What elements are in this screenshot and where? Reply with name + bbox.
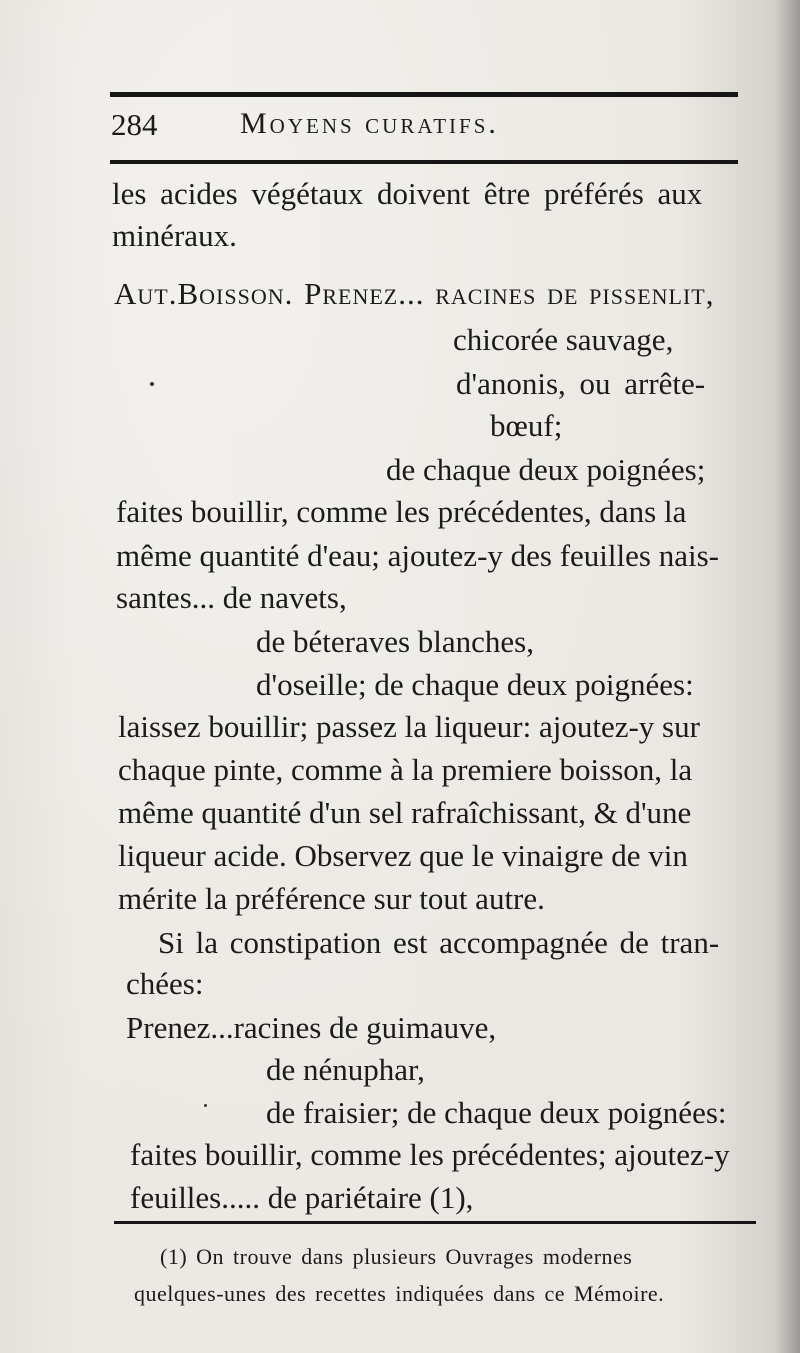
body-line: chicorée sauvage, bbox=[453, 322, 674, 357]
body-line: mérite la préférence sur tout autre. bbox=[118, 881, 545, 916]
body-line: Aut.Boisson. Prenez... racines de pissenlit, bbox=[114, 276, 715, 311]
running-title: Moyens curatifs. bbox=[240, 107, 499, 140]
footnote-rule bbox=[114, 1221, 756, 1224]
body-line: faites bouillir, comme les précédentes; ajoutez-y bbox=[130, 1137, 730, 1172]
body-line: Si la constipation est accompagnée de tran- bbox=[158, 925, 720, 960]
ink-spot bbox=[150, 382, 154, 386]
body-line: Prenez...racines de guimauve, bbox=[126, 1010, 497, 1045]
body-line: bœuf; bbox=[490, 408, 563, 443]
body-line: les acides végétaux doivent être préférés aux bbox=[112, 176, 703, 211]
ink-spot bbox=[204, 1104, 207, 1107]
body-line: de chaque deux poignées; bbox=[386, 452, 706, 487]
header-top-rule bbox=[110, 92, 738, 97]
body-line: santes... de navets, bbox=[116, 580, 347, 615]
body-line: d'oseille; de chaque deux poignées: bbox=[256, 667, 694, 702]
body-line: d'anonis, ou arrête- bbox=[456, 366, 706, 401]
body-line: minéraux. bbox=[112, 218, 237, 253]
body-line: chées: bbox=[126, 966, 204, 1001]
page-edge-shadow bbox=[776, 0, 800, 1353]
body-line: feuilles..... de pariétaire (1), bbox=[130, 1180, 474, 1215]
header-bottom-rule bbox=[110, 160, 738, 164]
page-number: 284 bbox=[111, 107, 158, 142]
body-line: chaque pinte, comme à la premiere boisson, la bbox=[118, 752, 693, 787]
body-line: même quantité d'eau; ajoutez-y des feuilles nais- bbox=[116, 538, 719, 573]
footnote-line: (1) On trouve dans plusieurs Ouvrages modernes bbox=[160, 1244, 633, 1269]
body-line: de fraisier; de chaque deux poignées: bbox=[266, 1095, 727, 1130]
body-line: liqueur acide. Observez que le vinaigre de vin bbox=[118, 838, 688, 873]
body-line: même quantité d'un sel rafraîchissant, & d'une bbox=[118, 795, 692, 830]
body-line: de béteraves blanches, bbox=[256, 624, 535, 659]
body-line: de nénuphar, bbox=[266, 1052, 425, 1087]
body-line: laissez bouillir; passez la liqueur: ajoutez-y sur bbox=[118, 709, 700, 744]
body-line: faites bouillir, comme les précédentes, dans la bbox=[116, 494, 687, 529]
footnote-line: quelques-unes des recettes indiquées dans ce Mémoire. bbox=[134, 1281, 665, 1306]
